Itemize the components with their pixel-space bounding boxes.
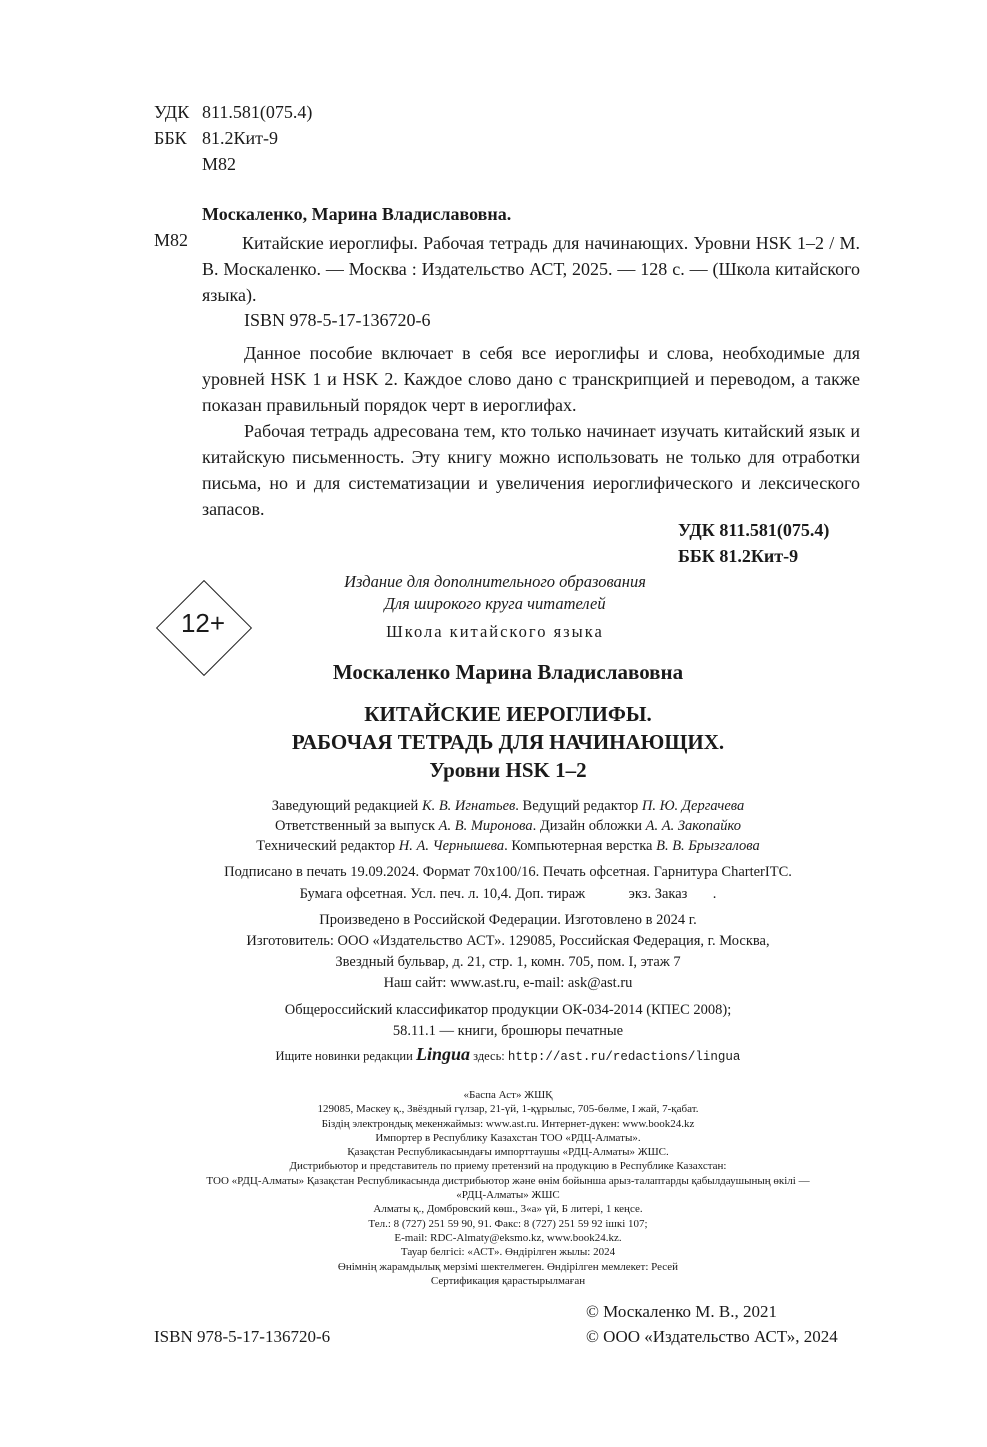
head-editor: К. В. Игнатьев (421, 798, 516, 814)
tech-person: Н. А. Чернышева (398, 838, 505, 854)
annotation-paragraph-1: Данное пособие включает в себя все иероглифы и слова, необходимые для уровней HSK 1 и HSK 2. Каждое слово дано с транскрипцией и переводом, а также показан правильный порядок черт в иероглифах. (202, 343, 860, 415)
author-full-name: Москаленко Марина Владиславовна (332, 660, 684, 684)
okp-line-2: 58.11.1 — книги, брошюры печатные (392, 1023, 624, 1039)
credits-line-3 (130, 838, 886, 855)
manufacturer-line-3: Звездный бульвар, д. 21, стр. 1, комн. 705, пом. I, этаж 7 (335, 954, 681, 970)
lead-editor: П. Ю. Дергачева (641, 798, 745, 814)
cover-label: . Дизайн обложки (532, 818, 646, 834)
kz-line: Алматы қ., Домбровский көш., 3«а» үй, Б литері, 1 кеңсе. (373, 1203, 643, 1216)
lead-editor-label: . Ведущий редактор (515, 798, 642, 814)
book-title-line-1: КИТАЙСКИЕ ИЕРОГЛИФЫ. (364, 702, 652, 726)
kz-line: Импортер в Республику Казахстан ТОО «РДЦ-Алматы». (375, 1131, 641, 1144)
issue-label: Ответственный за выпуск (275, 818, 439, 834)
kz-line: Өнімнің жарамдылық мерзімі шектелмеген. Өндірілген мемлекет: Ресей (337, 1260, 679, 1273)
kz-line: ТОО «РДЦ-Алматы» Қазақстан Республикасында дистрибьютор және өнім бойынша арыз-талаптарды қабылдаушының өкілі — (206, 1174, 810, 1187)
lingua-prefix: Ищите новинки редакции (275, 1049, 413, 1063)
kz-line: Дистрибьютор и представитель по приему претензий на продукцию в Республике Казахстан: (289, 1160, 727, 1173)
lingua-logo: Lingua (415, 1044, 470, 1064)
manufacturer-line-2: Изготовитель: ООО «Издательство АСТ». 129085, Российская Федерация, г. Москва, (246, 933, 770, 949)
annotation-paragraph-2: Рабочая тетрадь адресована тем, кто только начинает изучать китайский язык и китайскую письменность. Эту книгу можно использовать не только для отработки письма, но и для систематизации и увеличения иероглифического и лексического запасов. (202, 421, 860, 519)
bib-author: Москаленко, Марина Владиславовна. (202, 204, 512, 224)
kz-line: Біздің электрондық мекенжаймыз: www.ast.ru. Интернет-дүкен: www.book24.kz (321, 1117, 695, 1130)
classification-bbk: ББК 81.2Кит-9 (678, 546, 799, 566)
kz-line: Қазақстан Республикасындағы импорттаушы «РДЦ-Алматы» ЖШС. (347, 1146, 669, 1159)
kazakhstan-block (130, 1088, 886, 1288)
kz-line: «РДЦ-Алматы» ЖШС (456, 1189, 560, 1202)
tech-label: Технический редактор (256, 838, 399, 854)
lingua-line (130, 1044, 886, 1065)
cover-person: А. А. Закопайко (645, 818, 741, 834)
udk-value: 811.581(075.4) (202, 102, 313, 122)
bbk-label: ББК (154, 128, 187, 148)
kz-line: E-mail: RDC-Almaty@eksmo.kz, www.book24.kz. (394, 1231, 622, 1244)
copyright-author: © Москаленко М. В., 2021 (586, 1302, 778, 1321)
footer-isbn: ISBN 978-5-17-136720-6 (154, 1327, 331, 1346)
author-sign: М82 (202, 154, 237, 174)
udk-label: УДК (154, 102, 190, 122)
copyright-publisher: © ООО «Издательство АСТ», 2024 (586, 1327, 838, 1346)
lingua-url[interactable]: http://ast.ru/redactions/lingua (507, 1050, 741, 1064)
kz-line: «Баспа Аст» ЖШҚ (463, 1089, 553, 1101)
book-title-line-3: Уровни HSK 1–2 (429, 758, 587, 782)
bbk-value: 81.2Кит-9 (202, 128, 278, 148)
audience: Для широкого круга читателей (384, 594, 606, 613)
kz-line: Сертификация қарастырылмаған (430, 1274, 586, 1287)
lingua-middle: здесь: (473, 1049, 505, 1063)
bib-isbn: ISBN 978-5-17-136720-6 (244, 310, 431, 330)
head-editor-label: Заведующий редакцией (271, 798, 422, 814)
issue-person: А. В. Миронова (438, 818, 533, 834)
print-info-line-2: Бумага офсетная. Усл. печ. л. 10,4. Доп. тираж экз. Заказ . (299, 886, 717, 902)
manufacturer-line-1: Произведено в Российской Федерации. Изготовлено в 2024 г. (319, 912, 697, 928)
kz-line: Тауар белгісі: «АСТ». Өндірілген жылы: 2024 (400, 1246, 616, 1259)
book-title-line-2: РАБОЧАЯ ТЕТРАДЬ ДЛЯ НАЧИНАЮЩИХ. (291, 730, 725, 754)
kz-line: Тел.: 8 (727) 251 59 90, 91. Факс: 8 (727) 251 59 92 ішкі 107; (368, 1217, 648, 1230)
classification-udk: УДК 811.581(075.4) (678, 520, 830, 540)
credits-line-2 (130, 818, 886, 835)
okp-line-1: Общероссийский классификатор продукции ОК-034-2014 (КПЕС 2008); (284, 1002, 732, 1018)
age-rating-label: 12+ (180, 608, 226, 638)
bib-description: Китайские иероглифы. Рабочая тетрадь для начинающих. Уровни HSK 1–2 / М. В. Москаленко. — Москва : Издательство АСТ, 2025. — 128 с. — (Школа китайского языка). (202, 233, 860, 305)
layout-person: В. В. Брызгалова (656, 838, 760, 854)
credits-line-1 (130, 798, 886, 815)
manufacturer-line-4: Наш сайт: www.ast.ru, e-mail: ask@ast.ru (383, 975, 633, 991)
kz-line: 129085, Мәскеу қ., Звёздный гүлзар, 21-үй, 1-құрылыс, 705-бөлме, I жай, 7-қабат. (317, 1103, 699, 1116)
print-info-line-1: Подписано в печать 19.09.2024. Формат 70x100/16. Печать офсетная. Гарнитура CharterITC. (224, 864, 792, 880)
layout-label: . Компьютерная верстка (504, 838, 657, 854)
bib-sign: М82 (154, 230, 189, 250)
series-name: Школа китайского языка (386, 622, 604, 641)
edition-type: Издание для дополнительного образования (344, 572, 646, 591)
